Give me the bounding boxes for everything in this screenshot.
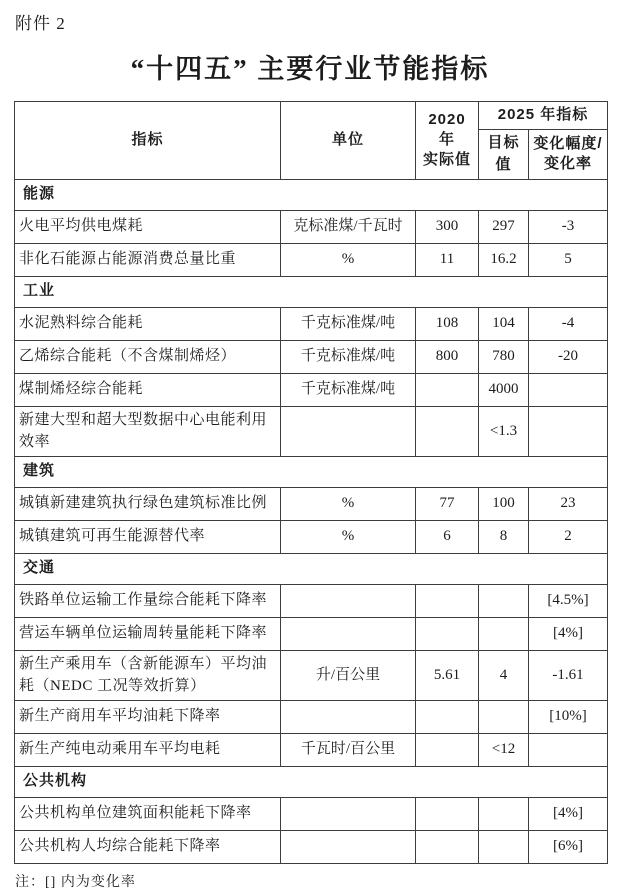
actual-2020-cell xyxy=(416,617,479,650)
target-2025-cell: 8 xyxy=(479,520,529,553)
table-row xyxy=(15,700,608,733)
target-2025-cell: <1.3 xyxy=(479,406,529,456)
actual-2020-cell: 11 xyxy=(416,243,479,276)
indicator-cell: 新生产商用车平均油耗下降率 xyxy=(15,700,281,733)
indicator-cell: 城镇建筑可再生能源替代率 xyxy=(15,520,281,553)
table-row xyxy=(15,340,608,373)
attachment-label: 附件 2 xyxy=(15,14,66,33)
indicator-cell: 营运车辆单位运输周转量能耗下降率 xyxy=(15,617,281,650)
section-transport xyxy=(15,553,608,584)
unit-cell xyxy=(281,797,416,830)
indicator-cell: 水泥熟料综合能耗 xyxy=(15,307,281,340)
actual-2020-cell: 800 xyxy=(416,340,479,373)
actual-2020-cell: 5.61 xyxy=(416,650,479,700)
section-public-institutions xyxy=(15,766,608,797)
section-title: 工业 xyxy=(15,276,608,307)
target-2025-cell: <12 xyxy=(479,733,529,766)
header-group-2025: 2025 年指标 xyxy=(479,102,608,130)
target-2025-cell: 297 xyxy=(479,210,529,243)
actual-2020-cell: 108 xyxy=(416,307,479,340)
section-title: 能源 xyxy=(15,179,608,210)
actual-2020-cell: 6 xyxy=(416,520,479,553)
actual-2020-cell xyxy=(416,733,479,766)
unit-cell: 千克标准煤/吨 xyxy=(281,373,416,406)
change-cell xyxy=(529,733,608,766)
table-header-row-1 xyxy=(15,102,608,130)
change-cell: [4%] xyxy=(529,617,608,650)
change-cell: [6%] xyxy=(529,830,608,863)
table-row xyxy=(15,650,608,700)
change-cell: 23 xyxy=(529,487,608,520)
table-row xyxy=(15,733,608,766)
actual-2020-cell xyxy=(416,584,479,617)
document-page xyxy=(0,9,620,890)
target-2025-cell: 780 xyxy=(479,340,529,373)
section-title: 交通 xyxy=(15,553,608,584)
actual-2020-cell: 300 xyxy=(416,210,479,243)
header-change-line2: 变化率 xyxy=(544,155,593,172)
section-title: 公共机构 xyxy=(15,766,608,797)
table-row xyxy=(15,797,608,830)
table-row xyxy=(15,243,608,276)
section-energy xyxy=(15,179,608,210)
indicator-cell: 非化石能源占能源消费总量比重 xyxy=(15,243,281,276)
header-change xyxy=(529,129,608,179)
header-unit: 单位 xyxy=(281,102,416,180)
change-cell: -1.61 xyxy=(529,650,608,700)
indicator-cell: 城镇新建建筑执行绿色建筑标准比例 xyxy=(15,487,281,520)
page-title: “十四五” 主要行业节能指标 xyxy=(130,54,490,84)
change-cell: 5 xyxy=(529,243,608,276)
unit-cell xyxy=(281,406,416,456)
actual-2020-cell: 77 xyxy=(416,487,479,520)
table-row xyxy=(15,487,608,520)
change-cell: -4 xyxy=(529,307,608,340)
header-actual-2020-line1: 2020 年 xyxy=(428,110,466,149)
table-row xyxy=(15,373,608,406)
change-cell: 2 xyxy=(529,520,608,553)
actual-2020-cell xyxy=(416,830,479,863)
unit-cell xyxy=(281,617,416,650)
unit-cell xyxy=(281,584,416,617)
indicator-cell: 火电平均供电煤耗 xyxy=(15,210,281,243)
unit-cell: 升/百公里 xyxy=(281,650,416,700)
unit-cell: 千克标准煤/吨 xyxy=(281,307,416,340)
change-cell: [4%] xyxy=(529,797,608,830)
indicators-table xyxy=(14,101,608,864)
header-actual-2020-line2: 实际值 xyxy=(422,151,471,169)
change-cell: -20 xyxy=(529,340,608,373)
target-2025-cell xyxy=(479,700,529,733)
section-industry xyxy=(15,276,608,307)
table-row xyxy=(15,307,608,340)
table-row xyxy=(15,584,608,617)
header-actual-2020 xyxy=(416,102,479,180)
target-2025-cell xyxy=(479,617,529,650)
target-2025-cell xyxy=(479,584,529,617)
indicator-cell: 煤制烯烃综合能耗 xyxy=(15,373,281,406)
section-building xyxy=(15,456,608,487)
change-cell: [10%] xyxy=(529,700,608,733)
change-cell: -3 xyxy=(529,210,608,243)
unit-cell: 克标准煤/千瓦时 xyxy=(281,210,416,243)
target-2025-cell: 4 xyxy=(479,650,529,700)
change-cell xyxy=(529,373,608,406)
table-row xyxy=(15,830,608,863)
indicator-cell: 公共机构人均综合能耗下降率 xyxy=(15,830,281,863)
section-title: 建筑 xyxy=(15,456,608,487)
actual-2020-cell xyxy=(416,373,479,406)
target-2025-cell: 16.2 xyxy=(479,243,529,276)
target-2025-cell: 4000 xyxy=(479,373,529,406)
unit-cell: % xyxy=(281,520,416,553)
unit-cell: 千克标准煤/吨 xyxy=(281,340,416,373)
table-row xyxy=(15,406,608,456)
unit-cell: % xyxy=(281,487,416,520)
target-2025-cell: 104 xyxy=(479,307,529,340)
target-2025-cell xyxy=(479,830,529,863)
header-target-2025: 目标值 xyxy=(479,129,529,179)
target-2025-cell: 100 xyxy=(479,487,529,520)
indicator-cell: 铁路单位运输工作量综合能耗下降率 xyxy=(15,584,281,617)
indicator-cell: 乙烯综合能耗（不含煤制烯烃） xyxy=(15,340,281,373)
unit-cell xyxy=(281,830,416,863)
change-cell xyxy=(529,406,608,456)
unit-cell: % xyxy=(281,243,416,276)
header-change-line1: 变化幅度/ xyxy=(533,134,603,152)
change-cell: [4.5%] xyxy=(529,584,608,617)
header-indicator: 指标 xyxy=(15,102,281,180)
actual-2020-cell xyxy=(416,406,479,456)
table-footnote: 注：[] 内为变化率 xyxy=(15,874,136,890)
unit-cell: 千瓦时/百公里 xyxy=(281,733,416,766)
table-row xyxy=(15,520,608,553)
actual-2020-cell xyxy=(416,797,479,830)
indicator-cell: 新建大型和超大型数据中心电能利用效率 xyxy=(15,406,281,456)
indicator-cell: 公共机构单位建筑面积能耗下降率 xyxy=(15,797,281,830)
unit-cell xyxy=(281,700,416,733)
indicator-cell: 新生产纯电动乘用车平均电耗 xyxy=(15,733,281,766)
table-row xyxy=(15,210,608,243)
actual-2020-cell xyxy=(416,700,479,733)
table-row xyxy=(15,617,608,650)
indicator-cell: 新生产乘用车（含新能源车）平均油耗（NEDC 工况等效折算） xyxy=(15,650,281,700)
target-2025-cell xyxy=(479,797,529,830)
